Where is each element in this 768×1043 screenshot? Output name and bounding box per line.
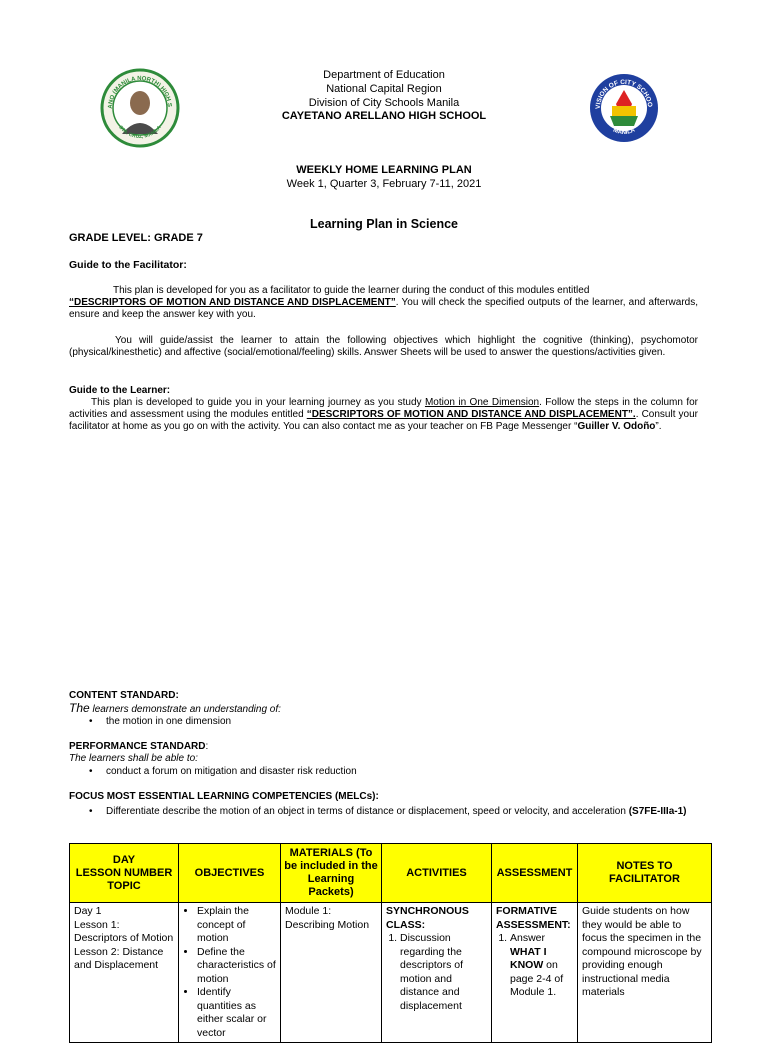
performance-standard-heading: PERFORMANCE STANDARD: xyxy=(69,741,209,752)
header-objectives: OBJECTIVES xyxy=(179,844,281,903)
cell-activities xyxy=(382,903,492,1043)
facilitator-paragraph-1: This plan is developed for you as a facilitator to guide the learner during the conduct of this modules entitled “DESCRIPTORS OF MOTION AND DISTANCE AND DISPLACEMENT”. You will check the specified outputs of the learner, and afterwards, ensure and keep the answer key with you. xyxy=(69,285,698,320)
activity-item: 1. Discussion regarding the descriptors of motion and distance and displacement xyxy=(400,932,487,1013)
table-row xyxy=(70,903,712,1043)
facilitator-heading: Guide to the Facilitator: xyxy=(69,259,187,271)
teacher-name: Guiller V. Odoño xyxy=(577,421,656,432)
learner-module-title: “DESCRIPTORS OF MOTION AND DISTANCE AND DISPLACEMENT”. xyxy=(306,409,636,420)
header-region: National Capital Region xyxy=(326,83,442,95)
header-notes: NOTES TO FACILITATOR xyxy=(578,844,712,903)
plan-title: WEEKLY HOME LEARNING PLAN xyxy=(296,164,472,176)
header-department: Department of Education xyxy=(323,69,445,81)
header-activities: ACTIVITIES xyxy=(382,844,492,903)
assessment-heading: FORMATIVE ASSESSMENT: xyxy=(496,905,571,931)
objective-item: • Define the characteristics of motion xyxy=(197,946,276,987)
left-logo-bottom-text: STA. CRUZ, MANILA xyxy=(117,124,163,141)
plan-subtitle: Week 1, Quarter 3, February 7-11, 2021 xyxy=(286,178,482,190)
header-materials: MATERIALS (To be included in the Learning Packets) xyxy=(281,844,382,903)
learner-paragraph: This plan is developed to guide you in your learning journey as you study Motion in One Dimension. Follow the steps in the column for activities and assessment using the modules entitled “DESCRIPTORS OF MOTION AND DISTANCE AND DISPLACEMENT”.. Consult your facilitator at home as you go on with the activity. You can also contact me as your teacher on FB Page Messenger “Guiller V. Odoño”. xyxy=(69,397,698,432)
left-logo-top-text: ANO (MANILA NORTH) HIGH S xyxy=(107,75,173,109)
melc-bullet: • Differentiate describe the motion of an object in terms of distance or displacement, speed or velocity, and acceleration (S7FE-IIIa-1) xyxy=(89,806,687,817)
header-assessment: ASSESSMENT xyxy=(492,844,578,903)
learning-plan-table xyxy=(69,843,712,1043)
module-title: “DESCRIPTORS OF MOTION AND DISTANCE AND DISPLACEMENT” xyxy=(69,297,396,308)
performance-standard-intro: The learners shall be able to: xyxy=(69,753,198,764)
objective-item: • Identify quantities as either scalar or vector xyxy=(197,986,276,1040)
table-header-row xyxy=(70,844,712,903)
content-standard-bullet: • the motion in one dimension xyxy=(89,716,232,727)
header-day: DAY LESSON NUMBER TOPIC xyxy=(70,844,179,903)
cell-notes: Guide students on how they would be able to focus the specimen in the compound microscope by providing enough instructional media materials xyxy=(578,903,712,1043)
cell-day: Day 1 Lesson 1: Descriptors of Motion Lesson 2: Distance and Displacement xyxy=(70,903,179,1043)
cell-assessment xyxy=(492,903,578,1043)
performance-standard-bullet: • conduct a forum on mitigation and disaster risk reduction xyxy=(89,766,357,777)
objective-item: • Explain the concept of motion xyxy=(197,905,276,946)
content-standard-intro: The learners demonstrate an understanding of: xyxy=(69,701,281,715)
facilitator-paragraph-2: You will guide/assist the learner to attain the following objectives which highlight the cognitive (thinking), psychomotor (physical/kinesthetic) and affective (social/emotional/feeling) skills. Answer Sheets will be used to answer the questions/activities given. xyxy=(69,335,698,358)
right-logo-top-text: VISION OF CITY SCHOO xyxy=(594,78,654,110)
content-standard-heading: CONTENT STANDARD: xyxy=(69,690,179,701)
assessment-item: 1. Answer WHAT I KNOW on page 2-4 of Module 1. xyxy=(510,932,573,1000)
cell-objectives xyxy=(179,903,281,1043)
activities-heading: SYNCHRONOUS CLASS: xyxy=(386,905,469,931)
topic-link: Motion in One Dimension xyxy=(424,397,540,408)
header-division: Division of City Schools Manila xyxy=(308,97,460,109)
right-logo-bottom-text: MANILA xyxy=(611,127,637,137)
learner-heading: Guide to the Learner: xyxy=(69,385,171,396)
grade-level: GRADE LEVEL: GRADE 7 xyxy=(69,232,203,244)
melc-heading: FOCUS MOST ESSENTIAL LEARNING COMPETENCIES (MELCs): xyxy=(69,791,379,802)
learning-plan-title: Learning Plan in Science xyxy=(310,217,458,231)
cell-materials: Module 1: Describing Motion xyxy=(281,903,382,1043)
header-school: CAYETANO ARELLANO HIGH SCHOOL xyxy=(281,110,487,122)
